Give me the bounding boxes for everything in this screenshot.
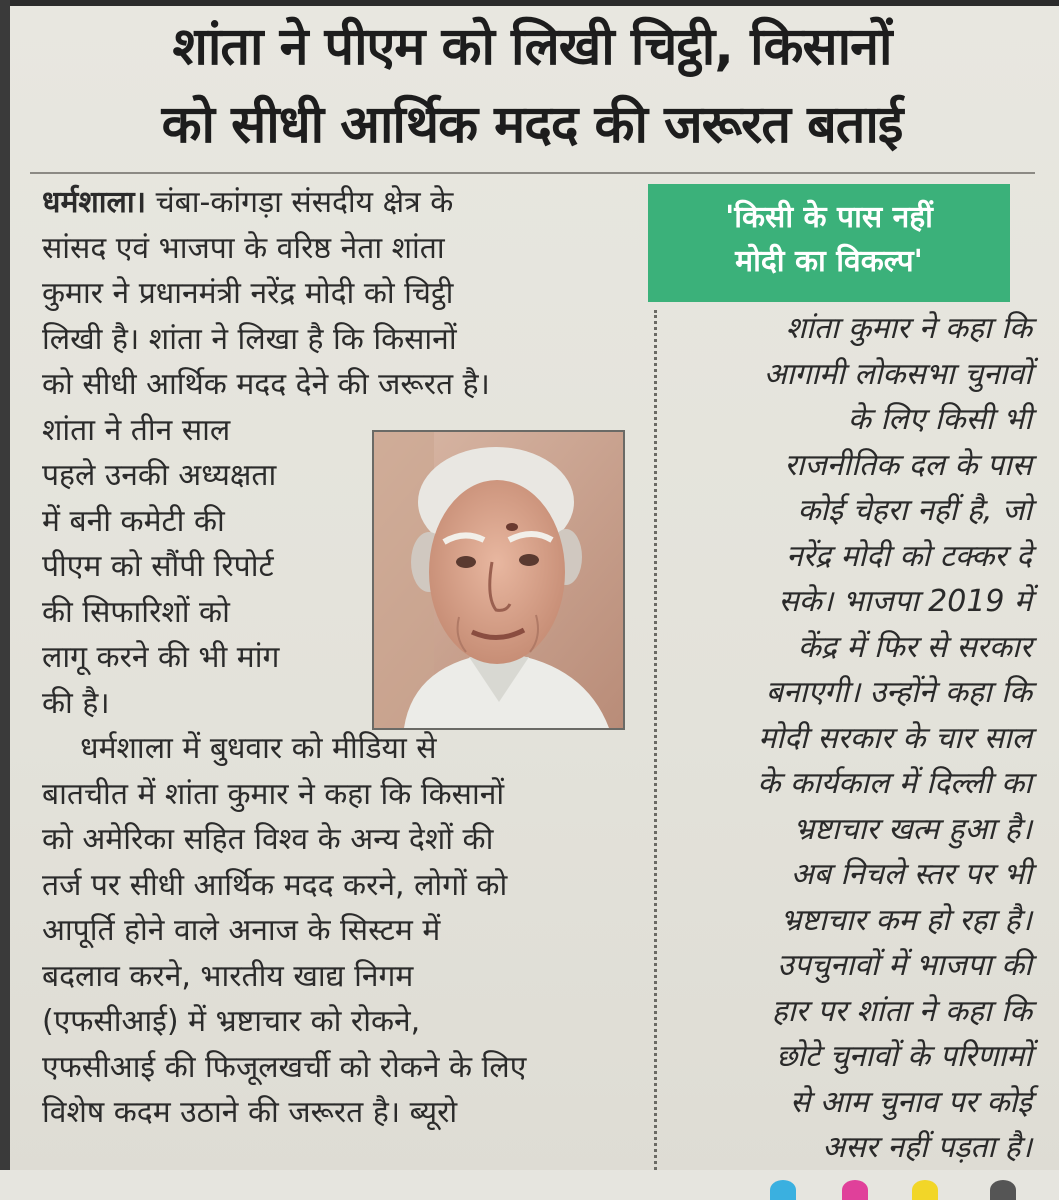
sidebar-line: से आम चुनाव पर कोई (789, 1084, 1032, 1120)
sidebar-line: असर नहीं पड़ता है। (822, 1130, 1032, 1165)
sidebar-line: मोदी सरकार के चार साल (758, 720, 1032, 756)
sidebar-line: राजनीतिक दल के पास (784, 447, 1032, 483)
article-line (42, 180, 632, 226)
article-line: एफसीआई की फिजूलखर्ची को रोकने के लिए (42, 1049, 527, 1085)
article-line: लागू करने की भी मांग (42, 640, 280, 675)
sidebar-line: छोटे चुनावों के परिणामों (776, 1039, 1032, 1074)
bottom-margin (0, 1170, 1059, 1200)
sidebar-line: नरेंद्र मोदी को टक्कर दे (786, 538, 1032, 574)
sidebar-title-line-2: मोदी का विकल्प' (735, 244, 923, 279)
sidebar-line: भ्रष्टाचार खत्म हुआ है। (793, 811, 1032, 847)
article-line: पीएम को सौंपी रिपोर्ट (42, 549, 274, 584)
registration-mark-yellow (912, 1180, 938, 1200)
article-line: शांता ने तीन साल (42, 412, 231, 448)
article-line: (एफसीआई) में भ्रष्टाचार को रोकने, (42, 1004, 421, 1039)
registration-mark-cyan (770, 1180, 796, 1200)
sidebar-line: कोई चेहरा नहीं है, जो (797, 493, 1032, 528)
article-line: आपूर्ति होने वाले अनाज के सिस्टम में (42, 913, 441, 948)
headline-line-1: शांता ने पीएम को लिखी चिट्ठी, किसानों (172, 17, 892, 77)
article-wrapped-block (42, 408, 372, 727)
sidebar-line: बनाएगी। उन्होंने कहा कि (765, 675, 1032, 710)
article-line: कुमार ने प्रधानमंत्री नरेंद्र मोदी को चिट्ठी (42, 276, 454, 311)
article-line: की है। (42, 685, 110, 721)
sidebar-line: अब निचले स्तर पर भी (790, 857, 1032, 892)
headline (22, 8, 1042, 164)
article-line: विशेष कदम उठाने की जरूरत है। ब्यूरो (42, 1095, 458, 1130)
sidebar-line: के कार्यकाल में दिल्ली का (757, 766, 1032, 801)
sidebar-title-line-1: 'किसी के पास नहीं (725, 200, 933, 235)
article-line: सांसद एवं भाजपा के वरिष्ठ नेता शांता (42, 230, 445, 266)
dateline: धर्मशाला। (42, 185, 147, 220)
article-line-text: चंबा-कांगड़ा संसदीय क्षेत्र के (155, 185, 454, 220)
article-line: तर्ज पर सीधी आर्थिक मदद करने, लोगों को (42, 867, 508, 903)
article-body (42, 180, 632, 1130)
sidebar-line: शांता कुमार ने कहा कि (785, 311, 1032, 346)
headline-rule (30, 172, 1035, 174)
frame-top-edge (0, 0, 1059, 6)
sidebar-body (672, 306, 1032, 1171)
sidebar-line: आगामी लोकसभा चुनावों (763, 356, 1032, 392)
registration-mark-black (990, 1180, 1016, 1200)
sidebar-line: भ्रष्टाचार कम हो रहा है। (780, 902, 1032, 938)
article-bottom-block (42, 726, 632, 1136)
article-line: बातचीत में शांता कुमार ने कहा कि किसानों (42, 776, 505, 812)
sidebar-line: सके। भाजपा 2019 में (778, 584, 1032, 619)
article-line: पहले उनकी अध्यक्षता (42, 458, 277, 493)
article-line: को सीधी आर्थिक मदद देने की जरूरत है। (42, 367, 490, 402)
registration-mark-magenta (842, 1180, 868, 1200)
portrait-illustration (374, 432, 623, 728)
article-line: लिखी है। शांता ने लिखा है कि किसानों (42, 321, 457, 357)
headline-line-2: को सीधी आर्थिक मदद की जरूरत बताई (161, 95, 903, 155)
sidebar-line: के लिए किसी भी (847, 402, 1032, 437)
article-line: बदलाव करने, भारतीय खाद्य निगम (42, 958, 414, 994)
sidebar-line: हार पर शांता ने कहा कि (771, 993, 1032, 1029)
article-line: धर्मशाला में बुधवार को मीडिया से (42, 731, 437, 766)
sidebar-line: उपचुनावों में भाजपा की (777, 948, 1032, 983)
article-line: की सिफारिशों को (42, 594, 230, 630)
article-line: को अमेरिका सहित विश्व के अन्य देशों की (42, 822, 494, 857)
portrait-photo (372, 430, 625, 730)
column-divider (654, 310, 657, 1170)
sidebar-title-box (648, 184, 1010, 302)
article-line: में बनी कमेटी की (42, 503, 225, 539)
frame-left-edge (0, 0, 10, 1200)
sidebar-line: केंद्र में फिर से सरकार (797, 629, 1032, 665)
